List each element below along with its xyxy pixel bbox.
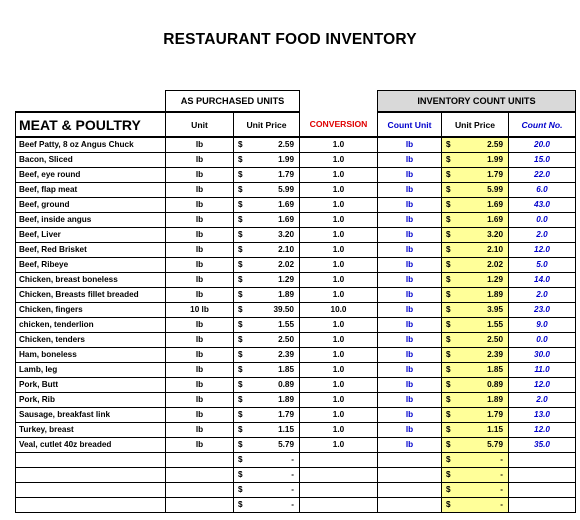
unit-price-cell: 3.20: [250, 228, 300, 243]
item-name: chicken, tenderlion: [16, 318, 166, 333]
unit-price-cell: 1.55: [250, 318, 300, 333]
count-unit-price-cell: 1.79: [458, 168, 509, 183]
currency-symbol: $: [442, 318, 458, 333]
item-name: [16, 468, 166, 483]
count-unit-price-cell: 2.39: [458, 348, 509, 363]
count-unit-price-header: Unit Price: [442, 112, 509, 137]
currency-symbol: $: [234, 198, 250, 213]
unit-price-cell: -: [250, 453, 300, 468]
currency-symbol: $: [234, 153, 250, 168]
count-unit-cell: lb: [378, 258, 442, 273]
unit-cell: lb: [166, 318, 234, 333]
count-unit-price-cell: 2.02: [458, 258, 509, 273]
count-unit-price-cell: 1.79: [458, 408, 509, 423]
unit-cell: lb: [166, 378, 234, 393]
currency-symbol: $: [234, 228, 250, 243]
count-no-cell: 2.0: [509, 228, 576, 243]
currency-symbol: $: [234, 393, 250, 408]
unit-cell: [166, 468, 234, 483]
currency-symbol: $: [442, 183, 458, 198]
item-name: Lamb, leg: [16, 363, 166, 378]
currency-symbol: $: [442, 333, 458, 348]
column-header-row: [16, 112, 576, 137]
currency-symbol: $: [442, 408, 458, 423]
unit-price-cell: 39.50: [250, 303, 300, 318]
item-name: Beef, flap meat: [16, 183, 166, 198]
count-no-cell: [509, 468, 576, 483]
count-unit-price-cell: 2.50: [458, 333, 509, 348]
unit-price-cell: 2.39: [250, 348, 300, 363]
count-unit-price-cell: -: [458, 483, 509, 498]
table-row: [16, 498, 576, 513]
count-unit-cell: lb: [378, 137, 442, 153]
count-unit-cell: [378, 483, 442, 498]
count-unit-cell: lb: [378, 168, 442, 183]
count-unit-price-cell: 2.59: [458, 137, 509, 153]
currency-symbol: $: [234, 423, 250, 438]
item-name: [16, 483, 166, 498]
currency-symbol: $: [442, 243, 458, 258]
count-unit-header: Count Unit: [378, 112, 442, 137]
unit-cell: [166, 453, 234, 468]
count-unit-price-cell: 1.69: [458, 198, 509, 213]
conversion-cell: 1.0: [300, 288, 378, 303]
count-no-cell: 2.0: [509, 288, 576, 303]
unit-price-cell: 1.79: [250, 408, 300, 423]
table-row: [16, 303, 576, 318]
count-unit-price-cell: 1.85: [458, 363, 509, 378]
unit-price-cell: 2.59: [250, 137, 300, 153]
unit-cell: lb: [166, 213, 234, 228]
table-row: [16, 228, 576, 243]
table-row: [16, 258, 576, 273]
table-row: [16, 348, 576, 363]
conversion-cell: 1.0: [300, 228, 378, 243]
count-unit-cell: lb: [378, 378, 442, 393]
unit-cell: lb: [166, 333, 234, 348]
count-no-cell: 5.0: [509, 258, 576, 273]
count-no-cell: [509, 483, 576, 498]
conversion-cell: 10.0: [300, 303, 378, 318]
count-unit-price-cell: 1.15: [458, 423, 509, 438]
currency-symbol: $: [234, 348, 250, 363]
count-no-cell: 12.0: [509, 243, 576, 258]
count-no-cell: 30.0: [509, 348, 576, 363]
count-unit-cell: lb: [378, 243, 442, 258]
unit-cell: [166, 483, 234, 498]
count-no-cell: 15.0: [509, 153, 576, 168]
count-unit-cell: lb: [378, 423, 442, 438]
currency-symbol: $: [234, 438, 250, 453]
unit-cell: 10 lb: [166, 303, 234, 318]
count-unit-price-cell: 1.89: [458, 393, 509, 408]
currency-symbol: $: [234, 273, 250, 288]
currency-symbol: $: [442, 273, 458, 288]
conversion-cell: [300, 468, 378, 483]
unit-price-cell: 5.79: [250, 438, 300, 453]
count-unit-price-cell: -: [458, 498, 509, 513]
count-no-cell: 22.0: [509, 168, 576, 183]
count-unit-cell: lb: [378, 393, 442, 408]
count-unit-cell: lb: [378, 228, 442, 243]
currency-symbol: $: [234, 137, 250, 153]
currency-symbol: $: [442, 363, 458, 378]
currency-symbol: $: [234, 213, 250, 228]
conversion-cell: 1.0: [300, 363, 378, 378]
count-unit-price-cell: 1.99: [458, 153, 509, 168]
count-unit-cell: lb: [378, 213, 442, 228]
unit-cell: lb: [166, 258, 234, 273]
table-row: [16, 273, 576, 288]
table-row: [16, 137, 576, 153]
count-unit-cell: [378, 498, 442, 513]
count-no-cell: 6.0: [509, 183, 576, 198]
unit-cell: lb: [166, 198, 234, 213]
table-row: [16, 213, 576, 228]
count-unit-cell: lb: [378, 288, 442, 303]
currency-symbol: $: [442, 393, 458, 408]
conversion-cell: 1.0: [300, 438, 378, 453]
count-unit-cell: lb: [378, 333, 442, 348]
table-row: [16, 183, 576, 198]
conversion-cell: 1.0: [300, 408, 378, 423]
table-row: [16, 438, 576, 453]
table-row: [16, 453, 576, 468]
unit-price-cell: 2.50: [250, 333, 300, 348]
unit-price-header: Unit Price: [234, 112, 300, 137]
item-name: [16, 498, 166, 513]
count-unit-price-cell: -: [458, 468, 509, 483]
item-name: Chicken, fingers: [16, 303, 166, 318]
currency-symbol: $: [442, 213, 458, 228]
count-no-cell: 20.0: [509, 137, 576, 153]
count-no-cell: 0.0: [509, 333, 576, 348]
group-header-row: [16, 91, 576, 113]
count-unit-price-cell: 1.29: [458, 273, 509, 288]
unit-price-cell: 0.89: [250, 378, 300, 393]
unit-cell: lb: [166, 393, 234, 408]
inventory-table: [15, 90, 576, 513]
item-name: Pork, Rib: [16, 393, 166, 408]
currency-symbol: $: [234, 318, 250, 333]
unit-cell: lb: [166, 288, 234, 303]
conversion-cell: 1.0: [300, 243, 378, 258]
table-row: [16, 198, 576, 213]
table-row: [16, 333, 576, 348]
unit-cell: lb: [166, 183, 234, 198]
conversion-cell: 1.0: [300, 318, 378, 333]
currency-symbol: $: [234, 183, 250, 198]
count-unit-cell: lb: [378, 363, 442, 378]
conversion-cell: [300, 483, 378, 498]
count-unit-price-cell: 3.95: [458, 303, 509, 318]
count-no-cell: 9.0: [509, 318, 576, 333]
item-name: [16, 453, 166, 468]
count-no-cell: 14.0: [509, 273, 576, 288]
count-no-cell: 35.0: [509, 438, 576, 453]
currency-symbol: $: [442, 303, 458, 318]
conversion-cell: 1.0: [300, 348, 378, 363]
count-unit-price-cell: 5.79: [458, 438, 509, 453]
unit-price-cell: -: [250, 483, 300, 498]
currency-symbol: $: [442, 453, 458, 468]
conversion-cell: 1.0: [300, 137, 378, 153]
count-no-cell: [509, 498, 576, 513]
table-row: [16, 423, 576, 438]
table-row: [16, 363, 576, 378]
count-unit-cell: lb: [378, 273, 442, 288]
unit-cell: lb: [166, 348, 234, 363]
item-name: Turkey, breast: [16, 423, 166, 438]
unit-price-cell: 1.99: [250, 153, 300, 168]
count-no-cell: 23.0: [509, 303, 576, 318]
item-name: Chicken, tenders: [16, 333, 166, 348]
count-unit-cell: lb: [378, 318, 442, 333]
count-unit-price-cell: 1.55: [458, 318, 509, 333]
unit-cell: lb: [166, 363, 234, 378]
conversion-cell: [300, 453, 378, 468]
count-unit-cell: lb: [378, 153, 442, 168]
unit-price-cell: -: [250, 498, 300, 513]
table-row: [16, 288, 576, 303]
currency-symbol: $: [234, 258, 250, 273]
currency-symbol: $: [234, 303, 250, 318]
conversion-cell: 1.0: [300, 183, 378, 198]
count-unit-price-cell: 1.89: [458, 288, 509, 303]
conversion-header: CONVERSION: [300, 112, 378, 137]
count-unit-cell: lb: [378, 438, 442, 453]
count-no-cell: 12.0: [509, 378, 576, 393]
currency-symbol: $: [442, 483, 458, 498]
count-unit-price-cell: 1.69: [458, 213, 509, 228]
table-row: [16, 393, 576, 408]
table-row: [16, 318, 576, 333]
count-unit-cell: lb: [378, 198, 442, 213]
currency-symbol: $: [442, 198, 458, 213]
currency-symbol: $: [234, 468, 250, 483]
count-unit-price-cell: 0.89: [458, 378, 509, 393]
count-no-cell: 43.0: [509, 198, 576, 213]
conversion-cell: 1.0: [300, 198, 378, 213]
currency-symbol: $: [442, 438, 458, 453]
currency-symbol: $: [442, 228, 458, 243]
unit-cell: lb: [166, 137, 234, 153]
currency-symbol: $: [442, 288, 458, 303]
currency-symbol: $: [442, 498, 458, 513]
item-name: Beef, ground: [16, 198, 166, 213]
currency-symbol: $: [442, 168, 458, 183]
count-unit-price-cell: 2.10: [458, 243, 509, 258]
conversion-cell: 1.0: [300, 423, 378, 438]
table-row: [16, 243, 576, 258]
currency-symbol: $: [234, 408, 250, 423]
unit-cell: lb: [166, 273, 234, 288]
currency-symbol: $: [442, 423, 458, 438]
unit-price-cell: 5.99: [250, 183, 300, 198]
currency-symbol: $: [442, 153, 458, 168]
count-unit-cell: lb: [378, 183, 442, 198]
count-unit-price-cell: 5.99: [458, 183, 509, 198]
conversion-cell: 1.0: [300, 168, 378, 183]
conversion-cell: [300, 498, 378, 513]
conversion-cell: 1.0: [300, 258, 378, 273]
category-header: MEAT & POULTRY: [16, 112, 166, 137]
table-row: [16, 168, 576, 183]
purchased-units-header: AS PURCHASED UNITS: [166, 91, 300, 113]
count-unit-cell: lb: [378, 303, 442, 318]
currency-symbol: $: [234, 243, 250, 258]
count-unit-cell: [378, 468, 442, 483]
unit-price-cell: 1.85: [250, 363, 300, 378]
item-name: Bacon, Sliced: [16, 153, 166, 168]
conversion-cell: 1.0: [300, 378, 378, 393]
unit-cell: lb: [166, 243, 234, 258]
conversion-cell: 1.0: [300, 393, 378, 408]
item-name: Chicken, breast boneless: [16, 273, 166, 288]
unit-price-cell: 2.10: [250, 243, 300, 258]
currency-symbol: $: [234, 333, 250, 348]
conversion-cell: 1.0: [300, 213, 378, 228]
currency-symbol: $: [442, 468, 458, 483]
unit-price-cell: 1.89: [250, 288, 300, 303]
table-row: [16, 153, 576, 168]
item-name: Veal, cutlet 40z breaded: [16, 438, 166, 453]
count-no-cell: 13.0: [509, 408, 576, 423]
unit-cell: lb: [166, 438, 234, 453]
unit-cell: lb: [166, 228, 234, 243]
conversion-cell: 1.0: [300, 273, 378, 288]
item-name: Pork, Butt: [16, 378, 166, 393]
table-row: [16, 483, 576, 498]
table-row: [16, 468, 576, 483]
unit-cell: lb: [166, 408, 234, 423]
item-name: Ham, boneless: [16, 348, 166, 363]
currency-symbol: $: [234, 378, 250, 393]
inventory-count-header: INVENTORY COUNT UNITS: [378, 91, 576, 113]
currency-symbol: $: [234, 168, 250, 183]
item-name: Beef, Liver: [16, 228, 166, 243]
unit-cell: [166, 498, 234, 513]
unit-price-cell: 1.29: [250, 273, 300, 288]
currency-symbol: $: [442, 258, 458, 273]
item-name: Chicken, Breasts fillet breaded: [16, 288, 166, 303]
unit-cell: lb: [166, 168, 234, 183]
unit-price-cell: 1.89: [250, 393, 300, 408]
count-no-header: Count No.: [509, 112, 576, 137]
currency-symbol: $: [442, 137, 458, 153]
count-no-cell: 11.0: [509, 363, 576, 378]
item-name: Beef, Red Brisket: [16, 243, 166, 258]
table-row: [16, 378, 576, 393]
item-name: Beef, Ribeye: [16, 258, 166, 273]
unit-price-cell: 1.69: [250, 198, 300, 213]
unit-price-cell: 1.15: [250, 423, 300, 438]
unit-price-cell: 1.79: [250, 168, 300, 183]
count-unit-cell: [378, 453, 442, 468]
currency-symbol: $: [442, 348, 458, 363]
count-unit-price-cell: -: [458, 453, 509, 468]
count-no-cell: 2.0: [509, 393, 576, 408]
currency-symbol: $: [442, 378, 458, 393]
currency-symbol: $: [234, 483, 250, 498]
item-name: Beef Patty, 8 oz Angus Chuck: [16, 137, 166, 153]
currency-symbol: $: [234, 498, 250, 513]
item-name: Beef, eye round: [16, 168, 166, 183]
page-title: RESTAURANT FOOD INVENTORY: [163, 31, 417, 48]
item-name: Beef, inside angus: [16, 213, 166, 228]
conversion-cell: 1.0: [300, 333, 378, 348]
table-row: [16, 408, 576, 423]
count-no-cell: 12.0: [509, 423, 576, 438]
unit-price-cell: 2.02: [250, 258, 300, 273]
currency-symbol: $: [234, 288, 250, 303]
count-unit-cell: lb: [378, 348, 442, 363]
count-unit-cell: lb: [378, 408, 442, 423]
item-name: Sausage, breakfast link: [16, 408, 166, 423]
currency-symbol: $: [234, 453, 250, 468]
unit-header: Unit: [166, 112, 234, 137]
unit-cell: lb: [166, 423, 234, 438]
count-no-cell: [509, 453, 576, 468]
currency-symbol: $: [234, 363, 250, 378]
conversion-cell: 1.0: [300, 153, 378, 168]
unit-cell: lb: [166, 153, 234, 168]
unit-price-cell: 1.69: [250, 213, 300, 228]
unit-price-cell: -: [250, 468, 300, 483]
count-unit-price-cell: 3.20: [458, 228, 509, 243]
count-no-cell: 0.0: [509, 213, 576, 228]
